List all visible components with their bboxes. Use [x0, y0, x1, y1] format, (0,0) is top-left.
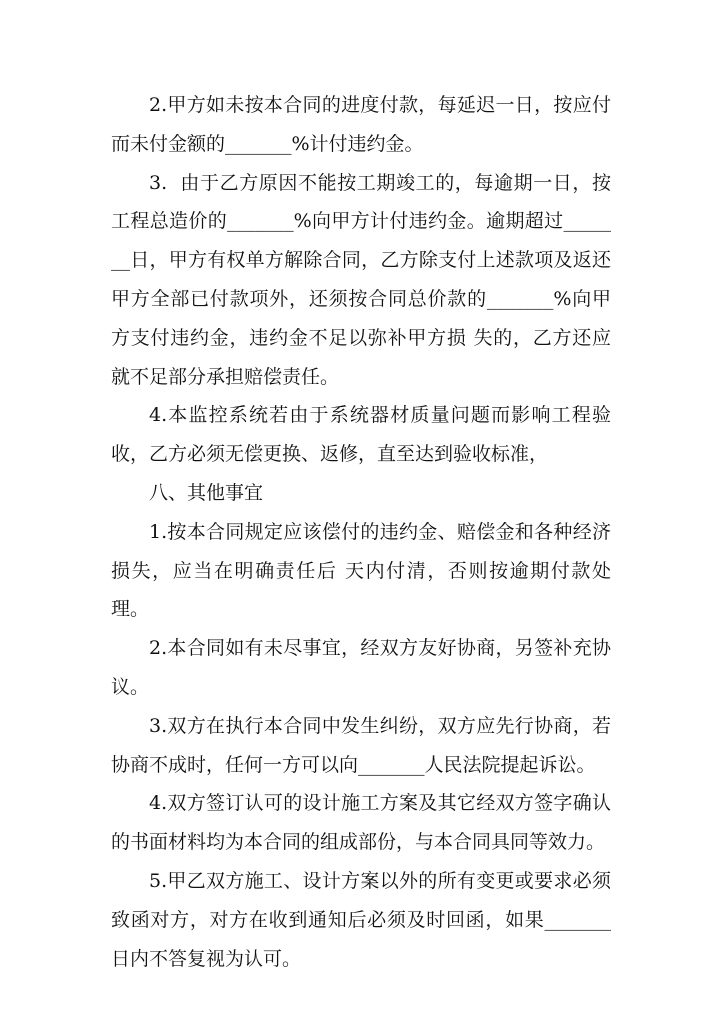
paragraph-construction-delay: 3. 由于乙方原因不能按工期竣工的，每逾期一日，按工程总造价的_______%向甲方计付违约金。逾期超过_______日，甲方有权单方解除合同，乙方除支付上述款项及返还甲方全部已付款项外，还须按合同总价款的_______%向甲方支付违约金，违约金不足以弥补甲方损 失的，乙方还应就不足部分承担赔偿责任。 [111, 171, 611, 388]
paragraph-dispute-resolution: 3.双方在执行本合同中发生纠纷，双方应先行协商，若协商不成时，任何一方可以向_______人民法院提起诉讼。 [111, 714, 611, 776]
section-heading-other-matters: 八、其他事宜 [149, 481, 264, 504]
paragraph-change-requests: 5.甲乙双方施工、设计方案以外的所有变更或要求必须致函对方，对方在收到通知后必须及时回函，如果_______日内不答复视为认可。 [111, 869, 611, 970]
paragraph-equipment-quality: 4.本监控系统若由于系统器材质量问题而影响工程验收，乙方必须无偿更换、返修，直至达到验收标准， [111, 404, 611, 466]
paragraph-contract-components: 4.双方签订认可的设计施工方案及其它经双方签字确认的书面材料均为本合同的组成部份，与本合同具同等效力。 [111, 792, 611, 854]
paragraph-compensation: 1.按本合同规定应该偿付的违约金、赔偿金和各种经济损失，应当在明确责任后 天内付清，否则按逾期付款处理。 [111, 520, 611, 621]
paragraph-payment-delay: 2.甲方如未按本合同的进度付款，每延迟一日，按应付而未付金额的_______%计付违约金。 [111, 94, 611, 155]
document-page [111, 86, 611, 978]
paragraph-supplementary-agreement: 2.本合同如有未尽事宜，经双方友好协商，另签补充协议。 [111, 637, 611, 698]
